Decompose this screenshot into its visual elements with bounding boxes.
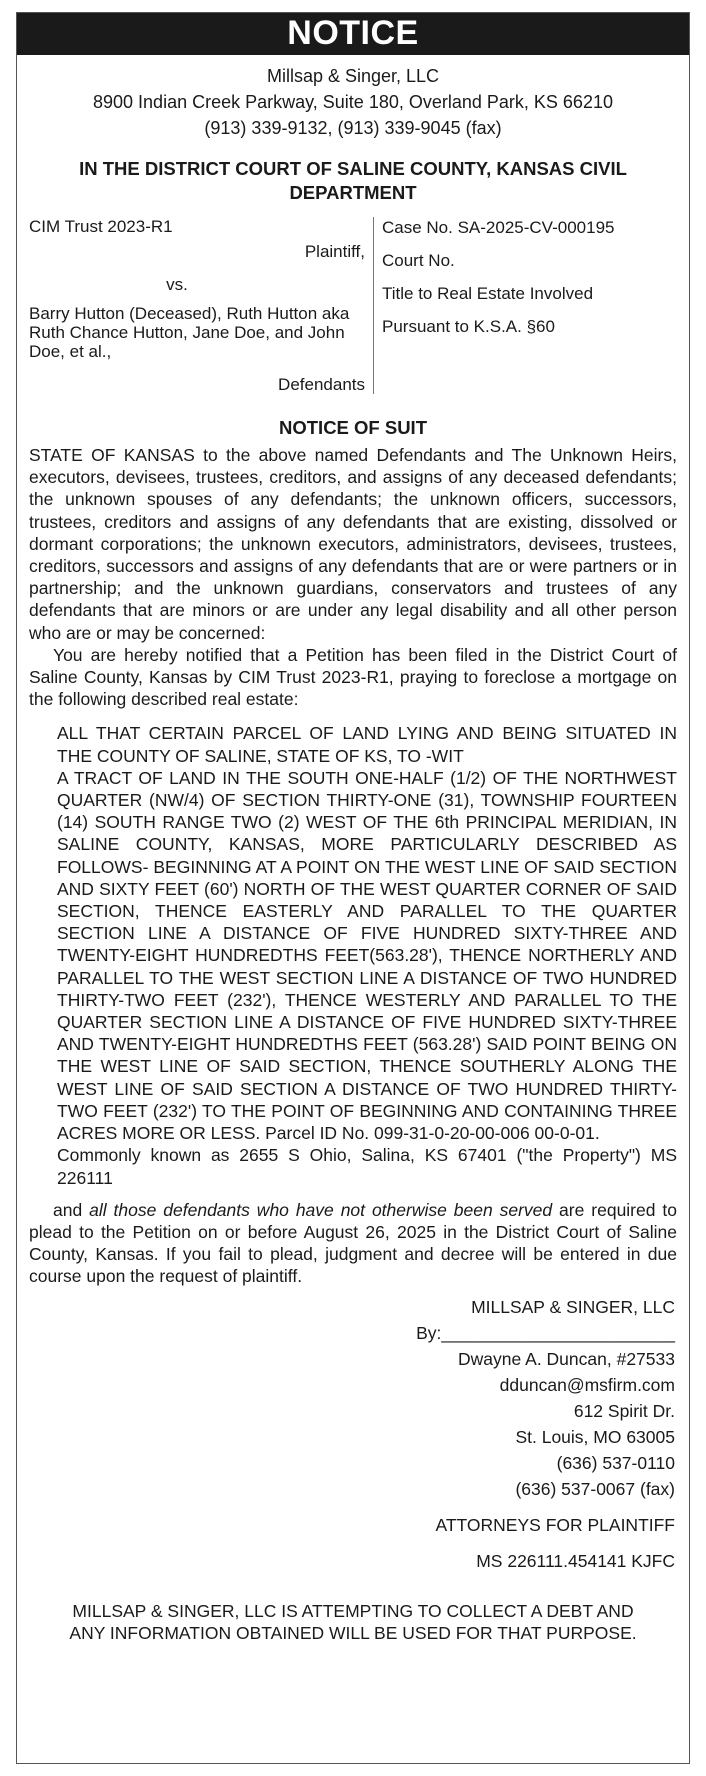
plead-italic: all those defendants who have not otherwise been served [89,1199,553,1220]
title-real-estate: Title to Real Estate Involved [382,284,594,303]
defendants-names: Barry Hutton (Deceased), Ruth Hutton aka Ruth Chance Hutton, Jane Doe, and John Doe, et al., [29,304,350,361]
attorney-fax: (636) 537-0067 (fax) [515,1478,675,1499]
signature-firm: MILLSAP & SINGER, LLC [471,1296,675,1317]
plaintiff-name: CIM Trust 2023-R1 [29,217,173,236]
plead-rest: are required to plead to the Petition on or before August 26, 2025 in the District Court of Saline County, Kansas. If you fail to plead, judgment and decree will be entered in due course upon the request of plaintiff. [29,1199,677,1287]
versus-label: vs. [166,275,188,294]
firm-phones: (913) 339-9132, (913) 339-9045 (fax) [204,118,502,138]
paragraph-petition: You are hereby notified that a Petition has been filed in the District Court of Saline County, Kansas by CIM Trust 2023-R1, praying to foreclose a mortgage on the following described real estate: [29,644,677,710]
attorney-city: St. Louis, MO 63005 [515,1426,675,1447]
defendants-label: Defendants [278,375,365,394]
case-caption [29,217,677,394]
firm-header [17,63,689,141]
legal-description [57,722,677,1188]
caption-parties [29,217,374,394]
pursuant-statute: Pursuant to K.S.A. §60 [382,317,555,336]
case-number: Case No. SA-2025-CV-000195 [382,218,615,237]
plead-lead: and [53,1199,90,1220]
reference-number: MS 226111.454141 KJFC [476,1550,675,1571]
legal-tract-description: A TRACT OF LAND IN THE SOUTH ONE-HALF (1/2) OF THE NORTHWEST QUARTER (NW/4) OF SECTION THIRTY-ONE (31), TOWNSHIP FOURTEEN (14) SOUTH RANGE TWO (2) WEST OF THE 6th PRINCIPAL MERIDIAN, IN SALINE COUNTY, KANSAS, MORE PARTICULARLY DESCRIBED AS FOLLOWS- BEGINNING AT A POINT ON THE WEST LINE OF SAID SECTION AND SIXTY FEET (60') NORTH OF THE WEST QUARTER CORNER OF SAID SECTION, THENCE EASTERLY AND PARALLEL TO THE QUARTER SECTION LINE A DISTANCE OF FIVE HUNDRED SIXTY-THREE AND TWENTY-EIGHT HUNDREDTHS FEET(563.28'), THENCE NORTHERLY AND PARALLEL TO THE WEST SECTION LINE A DISTANCE OF TWO HUNDRED THIRTY-TWO FEET (232'), THENCE WESTERLY AND PARALLEL TO THE QUARTER SECTION LINE A DISTANCE OF FIVE HUNDRED SIXTY-THREE AND TWENTY-EIGHT HUNDREDTHS FEET (563.28') SAID POINT BEING ON THE WEST LINE OF SAID SECTION, THENCE SOUTHERLY ALONG THE WEST LINE OF SAID SECTION A DISTANCE OF TWO HUNDRED THIRTY-TWO FEET (232') TO THE POINT OF BEGINNING AND CONTAINING THREE ACRES MORE OR LESS. Parcel ID No. 099-31-0-20-00-006 00-0-01. [57,767,677,1144]
debt-collection-disclaimer: MILLSAP & SINGER, LLC IS ATTEMPTING TO COLLECT A DEBT AND ANY INFORMATION OBTAINED WILL BE USED FOR THAT PURPOSE. [69,1600,637,1643]
court-number: Court No. [382,251,455,270]
court-heading: IN THE DISTRICT COURT OF SALINE COUNTY, KANSAS CIVIL DEPARTMENT [79,158,627,203]
notice-body [29,444,677,710]
attorney-phone: (636) 537-0110 [556,1452,675,1473]
firm-name: Millsap & Singer, LLC [266,66,440,86]
legal-parcel-intro: ALL THAT CERTAIN PARCEL OF LAND LYING AND BEING SITUATED IN THE COUNTY OF SALINE, STATE OF KS, TO -WIT [57,723,677,766]
paragraph-defendants: STATE OF KANSAS to the above named Defendants and The Unknown Heirs, executors, devisees, trustees, creditors, and assigns of any deceased defendants; the unknown spouses of any defendants; the unknown officers, successors, trustees, creditors and assigns of any defendants that are existing, dissolved or dormant corporations; the unknown executors, administrators, devisees, trustees, creditors, successors and assigns of any defendants that are or were partners or in partnership; and the unknown guardians, conservators and trustees of any defendants that are minors or are under any legal disability and all other person who are or may be concerned: [29,445,677,643]
property-address: Commonly known as 2655 S Ohio, Salina, KS 67401 ("the Property") MS 226111 [57,1145,677,1188]
paragraph-plead [29,1199,677,1288]
notice-frame [16,12,690,1764]
attorney-name: Dwayne A. Duncan, #27533 [458,1348,675,1369]
attorney-street: 612 Spirit Dr. [573,1400,675,1421]
signature-line: By:________________________ [416,1322,675,1343]
plaintiff-label: Plaintiff, [304,242,365,261]
caption-case-info [374,211,614,394]
attorney-email: dduncan@msfirm.com [499,1374,675,1395]
firm-address: 8900 Indian Creek Parkway, Suite 180, Overland Park, KS 66210 [93,92,613,112]
notice-banner: NOTICE [17,13,689,55]
attorneys-for-plaintiff: ATTORNEYS FOR PLAINTIFF [435,1514,675,1535]
notice-of-suit-title: NOTICE OF SUIT [279,417,427,438]
signature-block [17,1294,675,1574]
